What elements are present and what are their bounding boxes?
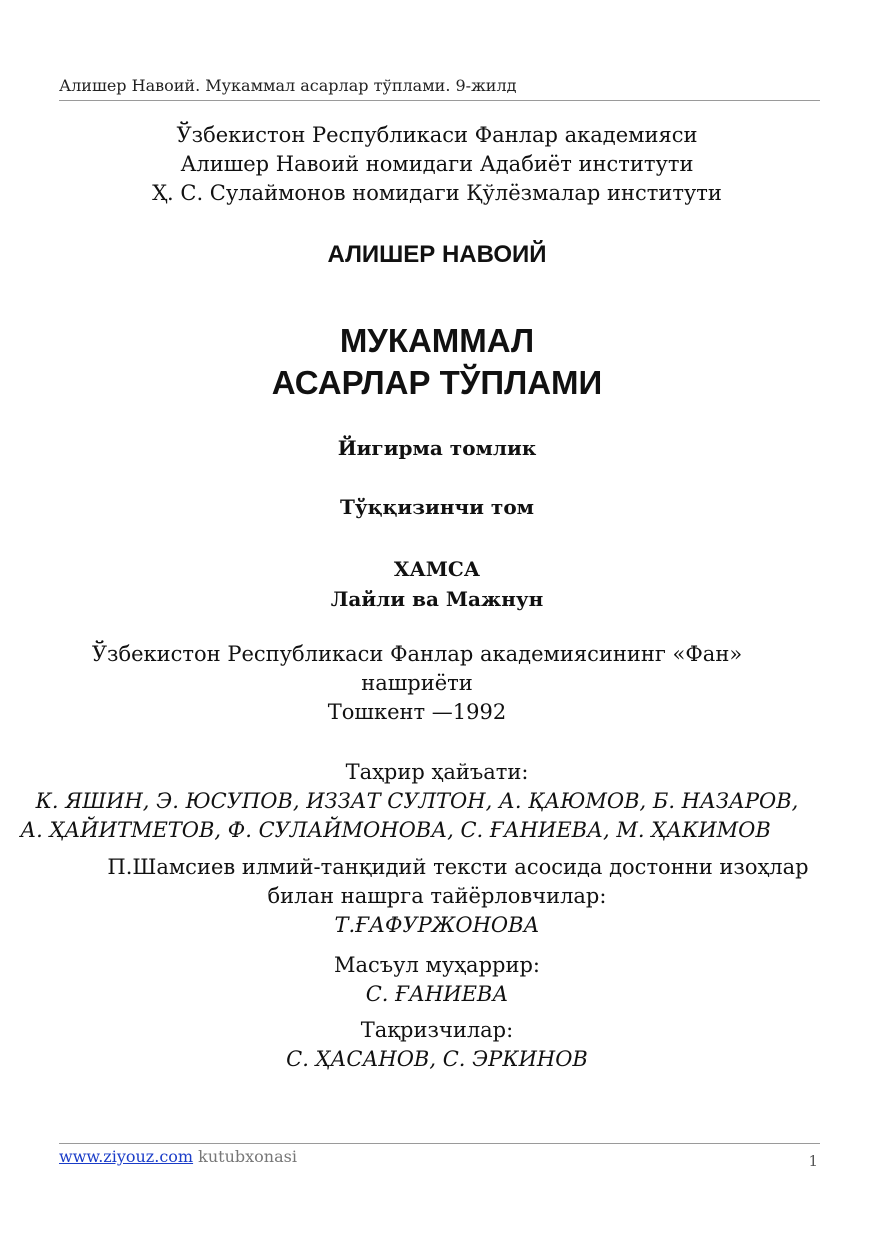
preparers-block bbox=[0, 853, 874, 940]
editorial-names: К. ЯШИН, Э. ЮСУПОВ, ИЗЗАТ СУЛТОН, А. ҚАЮМОВ, Б. НАЗАРОВ, bbox=[35, 789, 799, 813]
title-line: АСАРЛАР ТЎПЛАМИ bbox=[271, 364, 603, 401]
reviewers-names: С. ҲАСАНОВ, С. ЭРКИНОВ bbox=[286, 1047, 588, 1071]
preparers-names: Т.ҒАФУРЖОНОВА bbox=[334, 913, 540, 937]
footer-link[interactable]: www.ziyouz.com bbox=[59, 1147, 194, 1166]
work-block bbox=[0, 554, 874, 614]
work-subtitle: Лайли ва Мажнун bbox=[330, 587, 544, 611]
page-number: 1 bbox=[808, 1152, 818, 1170]
volumes-count: Йигирма томлик bbox=[337, 436, 537, 460]
institution-line: Алишер Навоий номидаги Адабиёт институти bbox=[180, 152, 694, 176]
running-header: Алишер Навоий. Мукаммал асарлар тўплами. 9-жилд bbox=[59, 76, 517, 95]
header-rule bbox=[59, 100, 820, 101]
institution-line: Ўзбекистон Республикаси Фанлар академияси bbox=[176, 123, 698, 147]
responsible-editor-label: Масъул муҳаррир: bbox=[334, 953, 540, 977]
editorial-names: А. ҲАЙИТМЕТОВ, Ф. СУЛАЙМОНОВА, С. ҒАНИЕВА, М. ҲАКИМОВ bbox=[20, 818, 771, 842]
title-line: МУКАММАЛ bbox=[339, 322, 535, 359]
footer-rule bbox=[59, 1143, 820, 1144]
publisher-block bbox=[0, 640, 854, 727]
footer-source bbox=[59, 1147, 297, 1166]
institutions-block bbox=[0, 121, 874, 208]
editorial-label: Таҳрир ҳайъати: bbox=[345, 760, 529, 784]
book-title bbox=[0, 320, 874, 404]
reviewers-label: Тақризчилар: bbox=[360, 1018, 514, 1042]
reviewers-block bbox=[0, 1016, 874, 1074]
work-name: ХАМСА bbox=[393, 557, 481, 581]
preparers-line: П.Шамсиев илмий-танқидий тексти асосида достонни изоҳлар bbox=[107, 855, 809, 879]
publisher-city-year: Тошкент —1992 bbox=[327, 700, 507, 724]
editorial-board bbox=[0, 758, 874, 845]
publisher-line: Ўзбекистон Республикаси Фанлар академиясининг «Фан» bbox=[91, 642, 743, 666]
author-name: АЛИШЕР НАВОИЙ bbox=[327, 241, 547, 268]
responsible-editor-name: С. ҒАНИЕВА bbox=[365, 982, 509, 1006]
preparers-line: билан нашрга тайёрловчилар: bbox=[267, 884, 607, 908]
responsible-editor-block bbox=[0, 951, 874, 1009]
institution-line: Ҳ. С. Сулаймонов номидаги Қўлёзмалар институти bbox=[152, 181, 722, 205]
publisher-line: нашриёти bbox=[361, 671, 473, 695]
footer-text: kutubxonasi bbox=[193, 1147, 297, 1166]
volume-number: Тўққизинчи том bbox=[339, 495, 535, 519]
